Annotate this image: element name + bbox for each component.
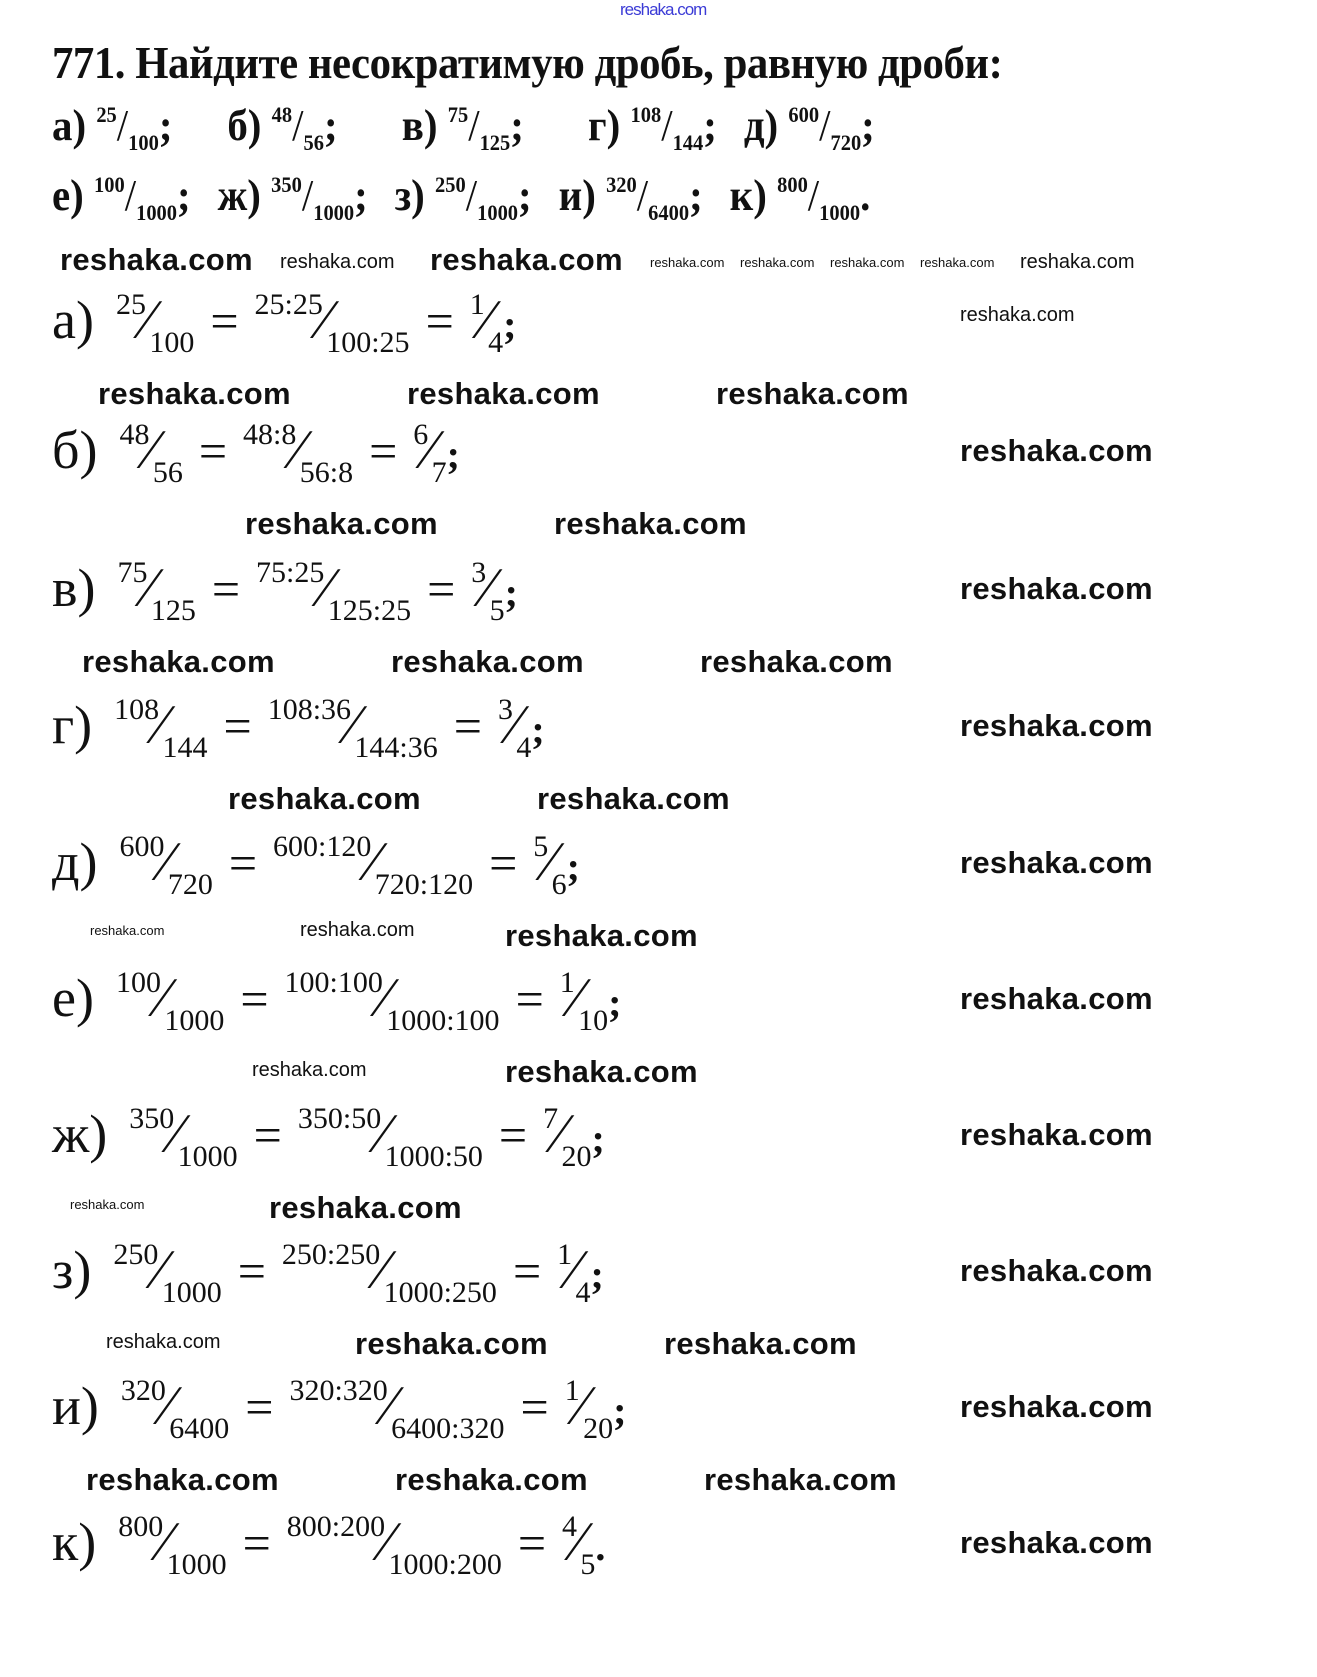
watermark-text: reshaka.com — [505, 1054, 698, 1089]
reduction-fraction: $^{100:100}⁄_{1000:100}$ — [284, 966, 500, 1037]
solution-row — [52, 1240, 604, 1308]
watermark-text: reshaka.com — [1020, 251, 1135, 273]
task-list-line-1 — [52, 102, 892, 155]
watermark-text: reshaka.com — [395, 1462, 588, 1497]
watermark-text: reshaka.com — [90, 923, 165, 938]
original-fraction: $^{320}⁄_{6400}$ — [120, 1374, 230, 1445]
punctuation: ; — [531, 707, 545, 752]
solution-label: в) — [52, 558, 96, 618]
watermark-text: reshaka.com — [86, 1462, 279, 1497]
solution-row — [52, 832, 580, 900]
task-item: г) $^{108}/_{144}$; — [588, 101, 717, 155]
equals-sign: = — [242, 1515, 271, 1571]
result-fraction: $^1⁄_{20}$ — [564, 1374, 614, 1445]
solution-label: г) — [52, 695, 93, 755]
punctuation: ; — [608, 980, 622, 1025]
reduction-fraction: $^{108:36}⁄_{144:36}$ — [267, 693, 438, 764]
watermark-text: reshaka.com — [82, 644, 275, 679]
watermark-text: reshaka.com — [280, 251, 395, 273]
result-fraction: $^1⁄_4$ — [469, 288, 504, 359]
task-list-line-2 — [52, 172, 887, 225]
watermark-text: reshaka.com — [960, 571, 1153, 606]
original-fraction: $^{250}⁄_{1000}$ — [113, 1238, 222, 1309]
equals-sign: = — [240, 971, 269, 1027]
equals-sign: = — [512, 1243, 542, 1299]
watermark-text: reshaka.com — [716, 376, 909, 411]
watermark-text: reshaka.com — [664, 1326, 857, 1361]
solution-label: а) — [52, 290, 94, 350]
reduction-fraction: $^{250:250}⁄_{1000:250}$ — [281, 1238, 497, 1309]
result-fraction: $^7⁄_{20}$ — [543, 1102, 592, 1173]
watermark-text: reshaka.com — [960, 304, 1075, 326]
reduction-fraction: $^{48:8}⁄_{56:8}$ — [243, 418, 354, 489]
task-item: и) $^{320}/_{6400}$; — [558, 171, 703, 225]
original-fraction: $^{108}⁄_{144}$ — [114, 693, 208, 764]
task-item: к) $^{800}/_{1000}$. — [729, 171, 871, 225]
reduction-fraction: $^{600:120}⁄_{720:120}$ — [273, 830, 474, 901]
reduction-fraction: $^{800:200}⁄_{1000:200}$ — [286, 1510, 502, 1581]
equals-sign: = — [453, 698, 482, 754]
punctuation: ; — [446, 432, 460, 477]
watermark-text: reshaka.com — [960, 433, 1153, 468]
original-fraction: $^{600}⁄_{720}$ — [119, 830, 213, 901]
task-item: е) $^{100}/_{1000}$; — [52, 171, 191, 225]
reduction-fraction: $^{350:50}⁄_{1000:50}$ — [297, 1102, 483, 1173]
equals-sign: = — [515, 971, 544, 1027]
task-item: ж) $^{350}/_{1000}$; — [217, 171, 368, 225]
solution-label: б) — [52, 420, 98, 480]
solution-row — [52, 420, 460, 488]
watermark-text: reshaka.com — [830, 255, 905, 270]
equals-sign: = — [253, 1107, 282, 1163]
solution-label: и) — [52, 1376, 99, 1436]
solution-row — [52, 1104, 605, 1172]
watermark-text: reshaka.com — [505, 918, 698, 953]
result-fraction: $^1⁄_4$ — [557, 1238, 591, 1309]
solution-row — [52, 1512, 605, 1580]
watermark-text: reshaka.com — [407, 376, 600, 411]
watermark-text: reshaka.com — [960, 845, 1153, 880]
watermark-text: reshaka.com — [920, 255, 995, 270]
equals-sign: = — [245, 1379, 274, 1435]
original-fraction: $^{100}⁄_{1000}$ — [115, 966, 225, 1037]
solution-label: з) — [52, 1240, 92, 1300]
watermark-text: reshaka.com — [960, 981, 1153, 1016]
watermark-text: reshaka.com — [98, 376, 291, 411]
solution-label: к) — [52, 1512, 97, 1572]
watermark-text: reshaka.com — [650, 255, 725, 270]
watermark-text: reshaka.com — [269, 1190, 462, 1225]
solution-label: ж) — [52, 1104, 108, 1164]
watermark-text: reshaka.com — [704, 1462, 897, 1497]
equals-sign: = — [237, 1243, 266, 1299]
equals-sign: = — [210, 293, 239, 349]
original-fraction: $^{800}⁄_{1000}$ — [118, 1510, 227, 1581]
reduction-fraction: $^{25:25}⁄_{100:25}$ — [254, 288, 410, 359]
watermark-text: reshaka.com — [252, 1059, 367, 1081]
task-item: в) $^{75}/_{125}$; — [401, 101, 524, 155]
equals-sign: = — [489, 835, 518, 891]
equals-sign: = — [427, 561, 456, 617]
punctuation: ; — [591, 1116, 605, 1161]
punctuation: ; — [590, 1252, 604, 1297]
punctuation: ; — [613, 1388, 627, 1433]
watermark-text: reshaka.com — [960, 1253, 1153, 1288]
equals-sign: = — [520, 1379, 549, 1435]
watermark-text: reshaka.com — [106, 1331, 221, 1353]
watermark-text: reshaka.com — [228, 781, 421, 816]
punctuation: ; — [566, 844, 580, 889]
solution-row — [52, 968, 621, 1036]
solution-label: е) — [52, 968, 94, 1028]
punctuation: ; — [504, 570, 518, 615]
equals-sign: = — [223, 698, 252, 754]
original-fraction: $^{48}⁄_{56}$ — [119, 418, 183, 489]
watermark-text: reshaka.com — [391, 644, 584, 679]
equals-sign: = — [369, 423, 398, 479]
solution-row — [52, 558, 518, 626]
top-watermark-link[interactable]: reshaka.com — [620, 0, 707, 19]
solution-label: д) — [52, 832, 98, 892]
watermark-text: reshaka.com — [960, 1525, 1153, 1560]
watermark-text: reshaka.com — [537, 781, 730, 816]
reduction-fraction: $^{75:25}⁄_{125:25}$ — [256, 556, 412, 627]
watermark-text: reshaka.com — [960, 1117, 1153, 1152]
original-fraction: $^{25}⁄_{100}$ — [115, 288, 195, 359]
solution-row — [52, 695, 545, 763]
watermark-text: reshaka.com — [960, 1389, 1153, 1424]
punctuation: . — [595, 1524, 606, 1569]
punctuation: ; — [503, 302, 517, 347]
solution-row — [52, 1376, 626, 1444]
task-item: д) $^{600}/_{720}$; — [743, 101, 875, 155]
watermark-text: reshaka.com — [245, 506, 438, 541]
original-fraction: $^{350}⁄_{1000}$ — [129, 1102, 238, 1173]
watermark-text: reshaka.com — [60, 242, 253, 277]
equals-sign: = — [211, 561, 241, 617]
watermark-text: reshaka.com — [300, 919, 415, 941]
problem-title: 771. Найдите несократимую дробь, равную дроби: — [52, 37, 1003, 88]
equals-sign: = — [198, 423, 228, 479]
watermark-text: reshaka.com — [430, 242, 623, 277]
watermark-text: reshaka.com — [700, 644, 893, 679]
result-fraction: $^3⁄_4$ — [497, 693, 532, 764]
result-fraction: $^3⁄_5$ — [471, 556, 505, 627]
task-item: а) $^{25}/_{100}$; — [52, 101, 173, 155]
result-fraction: $^6⁄_7$ — [413, 418, 447, 489]
equals-sign: = — [498, 1107, 528, 1163]
original-fraction: $^{75}⁄_{125}$ — [117, 556, 196, 627]
watermark-text: reshaka.com — [70, 1197, 145, 1212]
task-item: б) $^{48}/_{56}$; — [227, 101, 338, 155]
reduction-fraction: $^{320:320}⁄_{6400:320}$ — [289, 1374, 505, 1445]
equals-sign: = — [517, 1515, 547, 1571]
equals-sign: = — [425, 293, 454, 349]
watermark-text: reshaka.com — [740, 255, 815, 270]
solution-row — [52, 290, 516, 358]
result-fraction: $^1⁄_{10}$ — [559, 966, 609, 1037]
watermark-text: reshaka.com — [554, 506, 747, 541]
watermark-text: reshaka.com — [960, 708, 1153, 743]
result-fraction: $^5⁄_6$ — [533, 830, 567, 901]
equals-sign: = — [228, 835, 258, 891]
watermark-text: reshaka.com — [355, 1326, 548, 1361]
task-item: з) $^{250}/_{1000}$; — [394, 171, 532, 225]
result-fraction: $^4⁄_5$ — [562, 1510, 596, 1581]
